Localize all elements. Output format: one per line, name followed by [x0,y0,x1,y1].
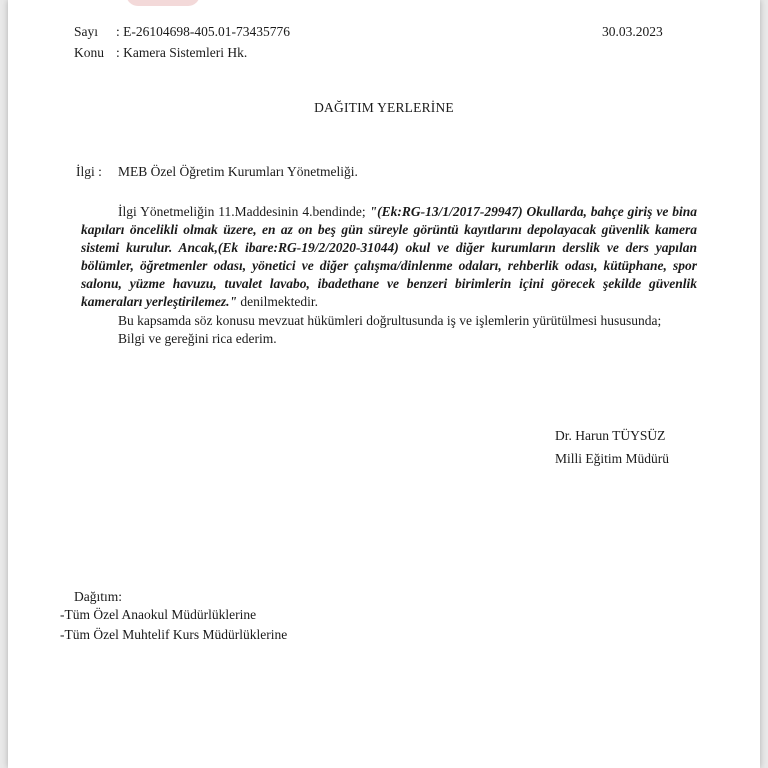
sayi-label: Sayı [74,24,99,39]
konu-label: Konu [74,45,104,60]
document-page [8,0,760,768]
sayi-value: : E-26104698-405.01-73435776 [116,24,290,39]
regulation-quote: "(Ek:RG-13/1/2017-29947) Okullarda, bahçe giriş ve bina kapıları öncelikli olmak üzere, en az on beş gün süreyle görüntü kayıtlarını depolayacak güvenlik kamera sistemi kurulur. Ancak,(Ek ibare:RG-19/2/2020-31044) okul ve diğer kurumların derslik ve ders yapılan bölümler, öğretmenler odası, yönetici ve diğer çalışma/dinlenme odaları, rehberlik odası, kütüphane, spor salonu, yüzme havuzu, tuvalet lavabo, ibadethane ve benzeri birimlerin içini görecek şekilde güvenlik kameraları yerleştirilemez." [81,204,697,310]
signatory-title: Milli Eğitim Müdürü [555,451,670,466]
distribution-item: -Tüm Özel Anaokul Müdürlüklerine [60,607,257,622]
ilgi-text: MEB Özel Öğretim Kurumları Yönetmeliği. [118,164,358,179]
document-body [81,203,697,348]
paragraph-1-intro: İlgi Yönetmeliğin 11.Maddesinin 4.bendinde; [118,204,370,219]
distribution-item: -Tüm Özel Muhtelif Kurs Müdürlüklerine [60,627,288,642]
paragraph-3: Bilgi ve gereğini rica ederim. [118,330,277,346]
signatory-name: Dr. Harun TÜYSÜZ [555,428,666,443]
konu-value: : Kamera Sistemleri Hk. [116,45,248,60]
paragraph-1-end: denilmektedir. [236,294,318,310]
document-title: DAĞITIM YERLERİNE [314,100,454,115]
document-date: 30.03.2023 [602,24,663,39]
distribution-label: Dağıtım: [74,589,122,604]
paragraph-2: Bu kapsamda söz konusu mevzuat hükümleri doğrultusunda iş ve işlemlerin yürütülmesi hususunda; [118,312,662,328]
paragraph-1 [81,203,697,312]
ilgi-label: İlgi : [76,164,102,179]
seal-fragment [126,0,200,6]
